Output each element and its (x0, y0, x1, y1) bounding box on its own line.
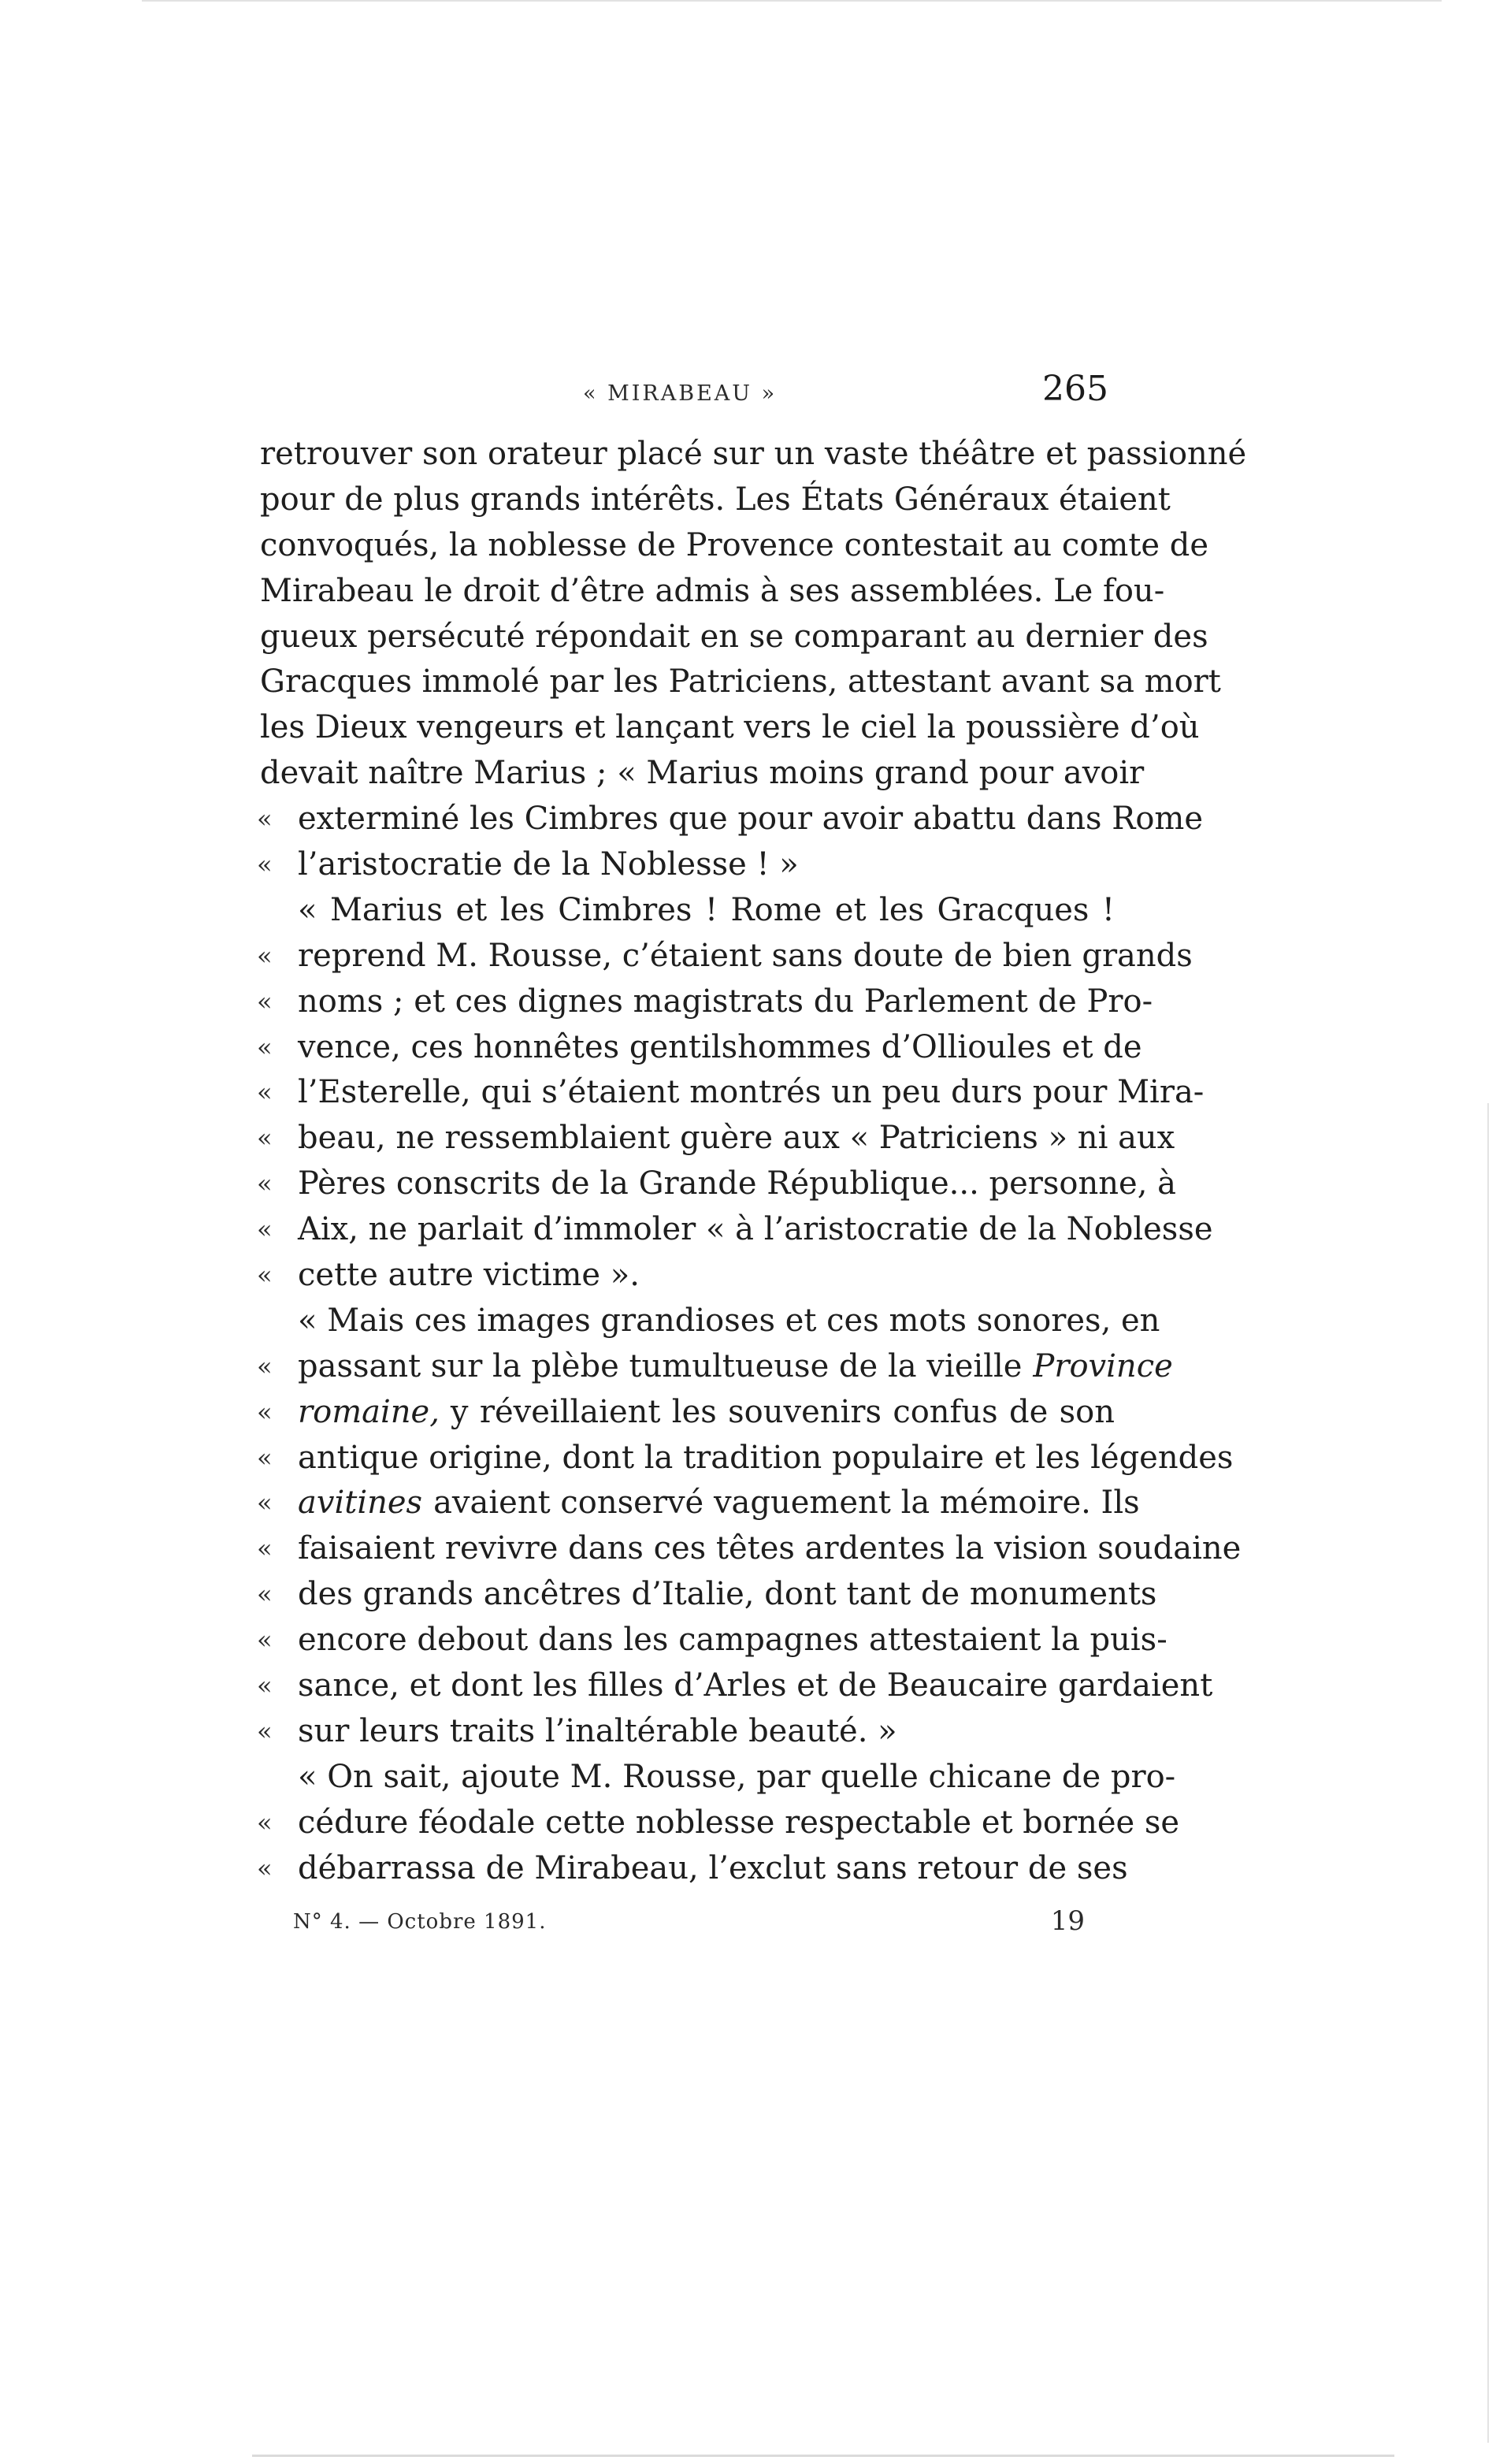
scan-edge-bottom (252, 2455, 1394, 2459)
text-line (257, 1207, 1213, 1253)
italic-word: avitines (298, 1485, 423, 1522)
sheet-number: 19 (1050, 1905, 1085, 1937)
italic-word: romaine, (298, 1393, 440, 1430)
text-line (257, 1663, 1213, 1709)
quote-mark: « (257, 1123, 273, 1154)
text-line (257, 797, 1204, 842)
text-line (260, 1755, 1176, 1801)
quote-mark: « (257, 1671, 273, 1701)
quote-mark: « (257, 1396, 273, 1427)
line-text: retrouver son orateur placé sur un vaste théâtre et passionné (260, 436, 1247, 472)
signature-mark: N° 4. — Octobre 1891. (293, 1910, 547, 1934)
line-text: avaient conservé vaguement la mémoire. Ils (433, 1485, 1140, 1522)
line-text: vence, ces honnêtes gentilshommes d’Ollioules et de (298, 1028, 1142, 1065)
line-text: encore debout dans les campagnes attestaient la puis- (298, 1622, 1167, 1659)
line-text: cette autre victime ». (298, 1257, 640, 1294)
text-line (260, 569, 1165, 615)
line-text: des grands ancêtres d’Italie, dont tant de monuments (298, 1576, 1157, 1613)
text-line (257, 1709, 1115, 1755)
text-line (257, 1618, 1167, 1663)
text-line (257, 1161, 1176, 1207)
line-text: exterminé les Cimbres que pour avoir abattu dans Rome (298, 801, 1204, 838)
quote-mark: « (257, 1625, 273, 1656)
text-line (257, 1481, 1140, 1526)
quote-mark: « (257, 1533, 273, 1564)
line-text: cédure féodale cette noblesse respectable et bornée se (298, 1804, 1180, 1841)
quote-mark: « (257, 849, 273, 880)
text-line (260, 478, 1171, 523)
text-line (257, 1526, 1242, 1572)
line-text: « On sait, ajoute M. Rousse, par quelle chicane de pro- (298, 1758, 1176, 1795)
text-line (257, 1344, 1173, 1390)
line-composite (298, 1344, 1173, 1390)
text-line (257, 1436, 1234, 1481)
text-line (257, 1572, 1157, 1618)
text-line (260, 432, 1247, 478)
line-text: Gracques immolé par les Patriciens, attestant avant sa mort (260, 663, 1221, 701)
line-text: l’aristocratie de la Noblesse ! » (298, 846, 799, 883)
quote-mark: « (257, 1214, 273, 1245)
quote-mark: « (257, 804, 273, 834)
quote-mark: « (257, 1853, 273, 1883)
quote-mark: « (257, 1715, 273, 1746)
text-line (257, 979, 1153, 1025)
line-text: beau, ne ressemblaient guère aux « Patriciens » ni aux (298, 1120, 1175, 1157)
text-line (257, 934, 1193, 979)
text-line (257, 1846, 1128, 1892)
line-text: pour de plus grands intérêts. Les États Généraux étaient (260, 481, 1171, 518)
quote-mark: « (257, 1260, 273, 1291)
running-head (260, 369, 1115, 424)
quote-mark: « (257, 940, 273, 971)
scan-edge-right (1487, 1103, 1491, 2443)
text-line (260, 523, 1209, 569)
line-text: antique origine, dont la tradition populaire et les légendes (298, 1439, 1234, 1476)
line-text: Aix, ne parlait d’immoler « à l’aristocratie de la Noblesse (298, 1211, 1213, 1248)
text-line (257, 842, 1115, 888)
text-line (257, 1801, 1180, 1846)
quote-mark: « (257, 1807, 273, 1838)
text-line (257, 1116, 1175, 1161)
page-footer (293, 1905, 1085, 1945)
line-text: faisaient revivre dans ces têtes ardentes la vision soudaine (298, 1530, 1242, 1567)
line-text: Pères conscrits de la Grande République... personne, à (298, 1165, 1176, 1202)
text-line (260, 705, 1200, 751)
line-text: gueux persécuté répondait en se comparant au dernier des (260, 618, 1208, 655)
line-text: y réveillaient les souvenirs confus de son (450, 1393, 1115, 1430)
line-text: sur leurs traits l’inaltérable beauté. » (298, 1712, 897, 1749)
text-line (257, 1253, 1115, 1299)
quote-mark: « (257, 1031, 273, 1062)
line-composite (298, 1390, 1115, 1436)
text-line (260, 1299, 1160, 1344)
quote-mark: « (257, 1351, 273, 1381)
quote-mark: « (257, 1169, 273, 1199)
running-title: « MIRABEAU » (583, 381, 778, 406)
quote-mark: « (257, 986, 273, 1016)
line-text: reprend M. Rousse, c’étaient sans doute de bien grands (298, 937, 1193, 974)
scan-edge-top (142, 0, 1442, 5)
line-composite (298, 1481, 1140, 1526)
body-text (257, 432, 1247, 1892)
text-line (257, 1025, 1142, 1071)
quote-mark: « (257, 1579, 273, 1610)
quote-mark: « (257, 1488, 273, 1518)
line-text: noms ; et ces dignes magistrats du Parlement de Pro- (298, 983, 1153, 1020)
italic-word: Province (1033, 1347, 1173, 1384)
quote-mark: « (257, 1077, 273, 1108)
text-line (260, 615, 1208, 660)
text-line (260, 888, 1115, 934)
line-text: les Dieux vengeurs et lançant vers le ciel la poussière d’où (260, 709, 1200, 746)
line-text: Mirabeau le droit d’être admis à ses assemblées. Le fou- (260, 572, 1165, 609)
page-number: 265 (1042, 369, 1108, 409)
line-text: convoqués, la noblesse de Provence contestait au comte de (260, 526, 1209, 563)
line-text: sance, et dont les filles d’Arles et de Beaucaire gardaient (298, 1667, 1213, 1704)
text-line (260, 751, 1145, 797)
line-text: « Marius et les Cimbres ! Rome et les Gracques ! (298, 891, 1115, 928)
quote-mark: « (257, 1442, 273, 1473)
line-text: l’Esterelle, qui s’étaient montrés un peu durs pour Mira- (298, 1074, 1205, 1111)
text-line (260, 660, 1221, 705)
text-line (257, 1390, 1115, 1436)
line-text: passant sur la plèbe tumultueuse de la vieille (298, 1347, 1023, 1384)
line-text: débarrassa de Mirabeau, l’exclut sans retour de ses (298, 1849, 1128, 1886)
line-text: devait naître Marius ; « Marius moins grand pour avoir (260, 755, 1145, 792)
text-line (257, 1070, 1205, 1116)
line-text: « Mais ces images grandioses et ces mots sonores, en (298, 1302, 1160, 1339)
